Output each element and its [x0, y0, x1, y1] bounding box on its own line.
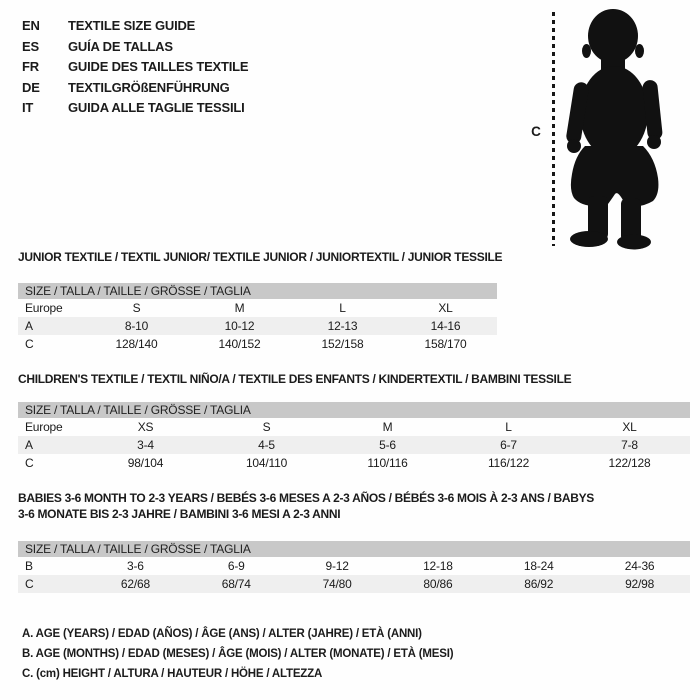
- size-cell: 62/68: [120, 577, 150, 591]
- size-cell: 6-9: [227, 559, 245, 573]
- toddler-silhouette-icon: [561, 8, 669, 250]
- language-row: [22, 16, 248, 37]
- size-cell: S: [132, 301, 141, 315]
- size-table-children: [18, 371, 690, 472]
- row-label: C: [25, 456, 34, 470]
- language-code: IT: [22, 100, 34, 115]
- size-cell: 122/128: [608, 456, 651, 470]
- size-cell: 24-36: [624, 559, 655, 573]
- size-cell: 116/122: [487, 456, 530, 470]
- size-cell: M: [234, 301, 245, 315]
- size-cell: 12-13: [327, 319, 358, 333]
- size-table-row: [18, 317, 497, 335]
- size-cell: M: [382, 420, 393, 434]
- row-label: B: [25, 559, 33, 573]
- size-cell: 5-6: [379, 438, 396, 452]
- size-cell: 4-5: [258, 438, 275, 452]
- size-table-row: [18, 454, 690, 472]
- table-rows: [18, 418, 690, 472]
- size-cell: L: [505, 420, 512, 434]
- language-label: GUÍA DE TALLAS: [68, 38, 173, 54]
- table-title: BABIES 3-6 MONTH TO 2-3 YEARS / BEBÉS 3-6 MESES A 2-3 AÑOS / BÉBÉS 3-6 MOIS À 2-3 ANS / BABYS 3-6 MONATE BIS 2-3 JAHRE / BAMBINI 3-6 MESI A 2-3 ANNI: [18, 491, 595, 521]
- footnote-item: C. (cm) HEIGHT / ALTURA / HAUTEUR / HÖHE / ALTEZZA: [22, 668, 323, 680]
- row-label: Europe: [25, 301, 63, 315]
- language-row: [22, 57, 248, 78]
- size-cell: 110/116: [367, 456, 408, 470]
- language-code: FR: [22, 59, 39, 74]
- language-code: EN: [22, 18, 40, 33]
- size-cell: L: [339, 301, 346, 315]
- language-code: DE: [22, 79, 40, 95]
- footnote-item: B. AGE (MONTHS) / EDAD (MESES) / ÂGE (MOIS) / ALTER (MONATE) / ETÀ (MESI): [22, 648, 454, 660]
- size-cell: 8-10: [124, 319, 149, 333]
- size-cell: 98/104: [127, 456, 164, 470]
- figure-height-label: C: [531, 124, 541, 139]
- size-cell: 152/158: [321, 337, 364, 351]
- size-cell: 104/110: [245, 456, 288, 470]
- table-rows: [18, 557, 690, 593]
- size-cell: 14-16: [430, 319, 461, 333]
- size-cell: 92/98: [625, 577, 655, 591]
- size-cell: S: [262, 420, 271, 434]
- size-header-bar: SIZE / TALLA / TAILLE / GRÖSSE / TAGLIA: [18, 541, 690, 557]
- size-table-row: [18, 557, 690, 575]
- size-cell: 12-18: [423, 559, 453, 573]
- language-row: [22, 78, 248, 99]
- size-table-junior: [18, 249, 503, 353]
- size-table-row: [18, 299, 497, 317]
- language-label: GUIDE DES TAILLES TEXTILE: [68, 59, 249, 74]
- size-table-row: [18, 436, 690, 454]
- footnote-item: A. AGE (YEARS) / EDAD (AÑOS) / ÂGE (ANS) / ALTER (JAHRE) / ETÀ (ANNI): [22, 628, 422, 640]
- size-table-babies: [18, 490, 690, 593]
- size-cell: 158/170: [424, 337, 467, 351]
- size-cell: 9-12: [325, 559, 349, 573]
- language-label: GUIDA ALLE TAGLIE TESSILI: [68, 100, 245, 115]
- size-cell: 7-8: [621, 438, 638, 452]
- size-cell: XL: [438, 301, 453, 315]
- row-label: Europe: [25, 420, 63, 434]
- size-cell: XL: [622, 420, 637, 434]
- size-table-row: [18, 335, 497, 353]
- language-list: [22, 16, 248, 119]
- table-title: JUNIOR TEXTILE / TEXTIL JUNIOR/ TEXTILE JUNIOR / JUNIORTEXTIL / JUNIOR TESSILE: [18, 250, 503, 264]
- size-cell: 6-7: [500, 438, 517, 452]
- size-cell: 86/92: [524, 577, 554, 591]
- row-label: C: [25, 337, 34, 351]
- size-header-bar: SIZE / TALLA / TAILLE / GRÖSSE / TAGLIA: [18, 283, 497, 299]
- size-cell: 10-12: [224, 319, 255, 333]
- size-table-row: [18, 418, 690, 436]
- row-label: A: [25, 319, 33, 333]
- size-cell: 74/80: [322, 577, 352, 591]
- height-measure-dashed-line: [552, 12, 555, 246]
- size-cell: XS: [137, 420, 154, 434]
- size-cell: 18-24: [523, 559, 554, 573]
- size-table-row: [18, 575, 690, 593]
- language-row: [22, 37, 248, 58]
- footnotes-list: [22, 624, 453, 684]
- language-row: [22, 98, 248, 119]
- row-label: A: [25, 438, 33, 452]
- table-title: CHILDREN'S TEXTILE / TEXTIL NIÑO/A / TEXTILE DES ENFANTS / KINDERTEXTIL / BAMBINI TESSILE: [18, 372, 572, 386]
- size-cell: 128/140: [115, 337, 158, 351]
- size-cell: 3-4: [137, 438, 154, 452]
- size-cell: 140/152: [218, 337, 261, 351]
- size-header-bar: SIZE / TALLA / TAILLE / GRÖSSE / TAGLIA: [18, 402, 690, 418]
- table-rows: [18, 299, 497, 353]
- size-cell: 3-6: [127, 559, 144, 573]
- row-label: C: [25, 577, 34, 591]
- size-cell: 80/86: [423, 577, 453, 591]
- size-cell: 68/74: [221, 577, 251, 591]
- language-label: TEXTILE SIZE GUIDE: [68, 18, 196, 33]
- language-label: TEXTILGRÖßENFÜHRUNG: [68, 79, 230, 95]
- language-code: ES: [22, 38, 39, 54]
